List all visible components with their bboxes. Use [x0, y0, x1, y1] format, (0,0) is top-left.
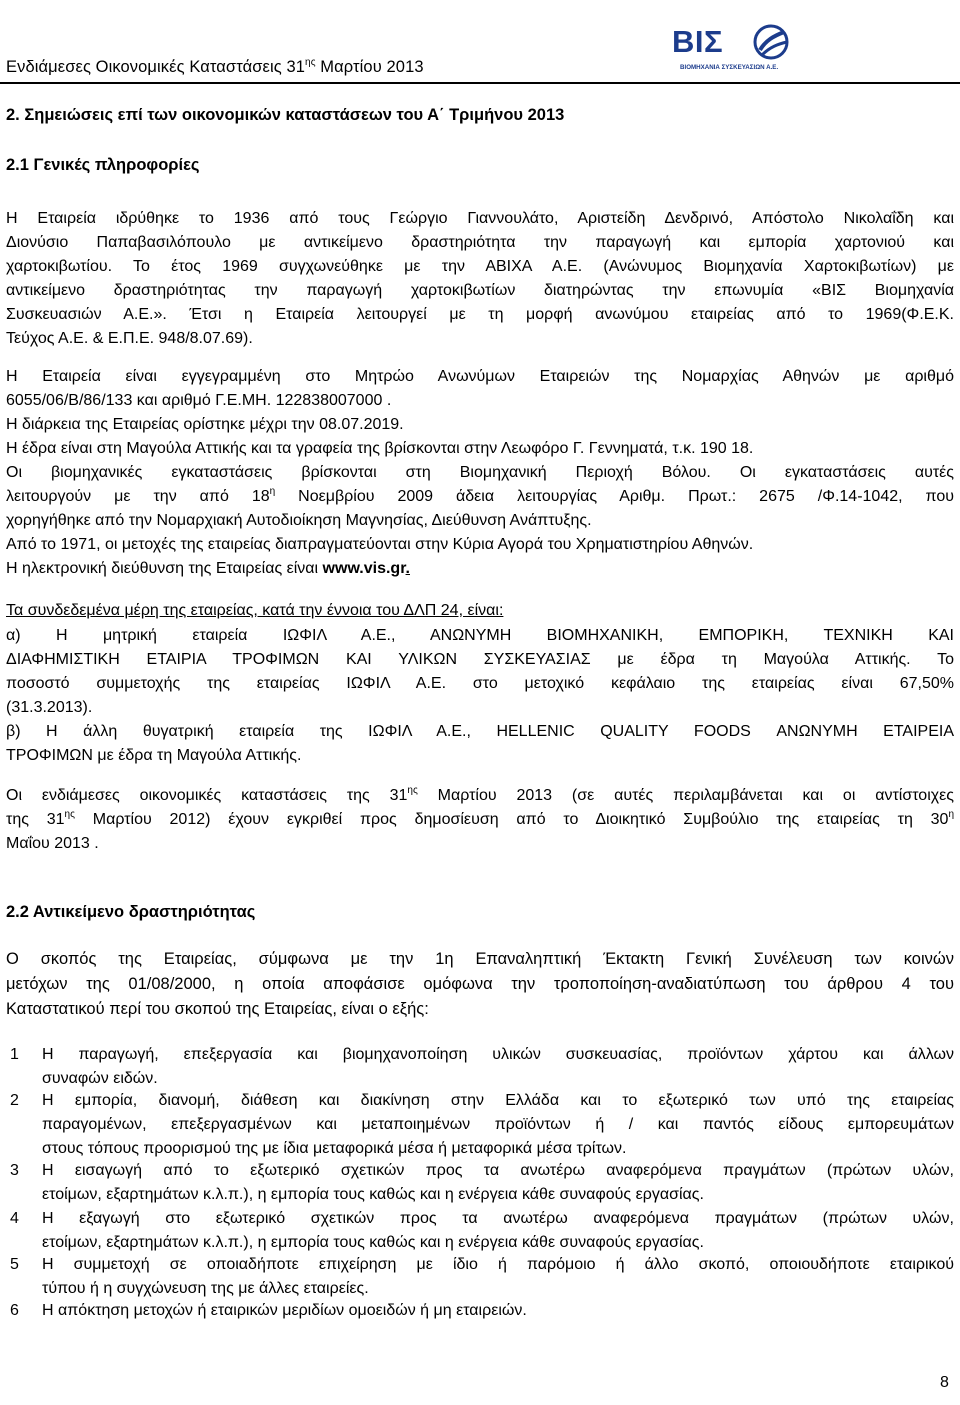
text-line: λειτουργούν με την από $18^\eta$ Νοεμβρίου 2009 άδεια λειτουργίας Αριθμ. Πρωτ.: 2675 /Φ.14-1042, που: [6, 486, 954, 505]
list-item: [42, 1299, 954, 1323]
text-line: α) Η μητρική εταιρεία ΙΩΦΙΛ Α.Ε., ΑΝΩΝΥΜΗ ΒΙΟΜΗΧΑΝΙΚΗ, ΕΜΠΟΡΙΚΗ, ΤΕΧΝΙΚΗ ΚΑΙ: [6, 627, 954, 644]
text-line: Καταστατικού περί του σκοπού της Εταιρείας, είναι ο εξής:: [6, 1000, 429, 1018]
section-heading: 2. Σημειώσεις επί των οικονομικών καταστάσεων του Α΄ Τριμήνου 2013: [6, 106, 565, 124]
paragraph-registration: [6, 365, 954, 581]
text-line: Τεύχος Α.Ε. & Ε.Π.Ε. 948/8.07.69).: [6, 330, 253, 347]
text-line: στους τόπους προορισμού της με ίδια μεταφορικά μέσα ή μεταφορικά μέσα τρίτων.: [42, 1140, 627, 1157]
text-line: χορηγήθηκε από την Νομαρχιακή Αυτοδιοίκηση Μαγνησίας, Διεύθυνση Ανάπτυξης.: [6, 512, 592, 529]
text-line: Από το 1971, οι μετοχές της εταιρείας διαπραγματεύονται στην Κύρια Αγορά του Χρηματιστηρίου Αθηνών.: [6, 536, 754, 553]
header-divider: [0, 82, 960, 84]
text-line: Η απόκτηση μετοχών ή εταιρικών μεριδίων ομοειδών ή μη εταιρειών.: [42, 1302, 527, 1319]
text-line: ΔΙΑΦΗΜΙΣΤΙΚΗ ΕΤΑΙΡΙΑ ΤΡΟΦΙΜΩΝ ΚΑΙ ΥΛΙΚΩΝ ΣΥΣΚΕΥΑΣΙΑΣ με έδρα τη Μαγούλα Αττικής. Το: [6, 651, 954, 668]
logo-emblem-icon: [752, 22, 790, 62]
list-item: [42, 1253, 954, 1301]
paragraph-parent-company: [6, 624, 954, 720]
text-line: Η Εταιρεία ιδρύθηκε το 1936 από τους Γεώργιο Γιαννουλάτο, Αριστείδη Δενδρινό, Απόστολο Νικολαΐδη και: [6, 210, 954, 227]
subsection-heading-general: 2.1 Γενικές πληροφορίες: [6, 156, 200, 174]
text-line: της $31^{\eta\varsigma}$ Μαρτίου 2012) έχουν εγκριθεί προς δημοσίευση από το Διοικητικό Συμβούλιο της εταιρείας τη $30^\eta$: [6, 809, 954, 828]
text-line: Οι βιομηχανικές εγκαταστάσεις βρίσκονται στη Βιομηχανική Περιοχή Βόλου. Οι εγκαταστάσεις αυτές: [6, 464, 954, 481]
text-line: Η παραγωγή, επεξεργασία και βιομηχανοποίηση υλικών συσκευασίας, προϊόντων χάρτου και άλλων: [42, 1046, 954, 1063]
text-line: ΤΡΟΦΙΜΩΝ με έδρα τη Μαγούλα Αττικής.: [6, 747, 302, 764]
list-item-number: 2: [10, 1092, 19, 1109]
list-item: [42, 1207, 954, 1255]
text-line: αντικείμενο δραστηριότητας την παραγωγή χαρτοκιβωτίων διατηρώντας την επωνυμία «ΒΙΣ Βιομηχανία: [6, 282, 954, 299]
text-line: Οι ενδιάμεσες οικονομικές καταστάσεις της $31^{\eta\varsigma}$ Μαρτίου 2013 (σε αυτές περιλαμβάνεται και οι αντίστοιχες: [6, 785, 954, 804]
text-line: συναφών ειδών.: [42, 1070, 158, 1087]
list-item: [42, 1089, 954, 1161]
list-item: [42, 1043, 954, 1091]
text-line: Η ηλεκτρονική διεύθυνση της Εταιρείας είναι www.vis.gr.: [6, 560, 410, 577]
text-line: Συσκευασιών Α.Ε.». Έτσι η Εταιρεία λειτουργεί με τη μορφή ανωνύμου εταιρείας από το 1969(Φ.Ε.Κ.: [6, 306, 954, 323]
list-item-number: 5: [10, 1256, 19, 1273]
paragraph-purpose-intro: [6, 947, 954, 1022]
text-line: Διονύσιο Παπαβασιλόπουλο με αντικείμενο δραστηριότητα την παραγωγή και εμπορία χαρτονιού και: [6, 234, 954, 251]
text-line: ετοίμων, εξαρτημάτων κ.λ.π.), η εμπορία τους καθώς και η ενέργεια κάθε συναφούς εργασίας.: [42, 1186, 704, 1203]
text-line: Η εμπορία, διανομή, διάθεση και διακίνηση στην Ελλάδα και το εξωτερικό των υπό της εταιρείας: [42, 1092, 954, 1109]
text-line: Η έδρα είναι στη Μαγούλα Αττικής και τα γραφεία της βρίσκονται στην Λεωφόρο Γ. Γεννηματά, τ.κ. 190 18.: [6, 440, 754, 457]
header-title: Ενδιάμεσες Οικονομικές Καταστάσεις $31^{\eta\varsigma}$ Μαρτίου 2013: [6, 57, 424, 76]
text-line: Ο σκοπός της Εταιρείας, σύμφωνα με την 1η Επαναληπτική Έκτακτη Γενική Συνέλευση των κοινών: [6, 950, 954, 968]
paragraph-history: [6, 207, 954, 351]
text-line: 6055/06/Β/86/133 και αριθμό Γ.Ε.ΜΗ. 122838007000 .: [6, 392, 392, 409]
list-item-number: 1: [10, 1046, 19, 1063]
list-item: [42, 1159, 954, 1207]
text-line: ετοίμων, εξαρτημάτων κ.λ.π.), η εμπορία τους καθώς και η ενέργεια κάθε συναφούς εργασίας.: [42, 1234, 704, 1251]
related-parties-heading: Τα συνδεδεμένα μέρη της εταιρείας, κατά την έννοια του ΔΛΠ 24, είναι:: [6, 602, 504, 619]
subsection-heading-activity: 2.2 Αντικείμενο δραστηριότητας: [6, 903, 256, 921]
company-logo: [672, 20, 792, 82]
text-line: (31.3.2013).: [6, 699, 93, 716]
text-line: μετόχων της 01/08/2000, η οποία αποφάσισε ομόφωνα την τροποποίηση-αναδιατύπωση του άρθρου 4 του: [6, 975, 954, 993]
text-line: β) Η άλλη θυγατρική εταιρεία της ΙΩΦΙΛ Α.Ε., HELLENIC QUALITY FOODS ΑΝΩΝΥΜΗ ΕΤΑΙΡΕΙΑ: [6, 723, 954, 740]
list-item-number: 3: [10, 1162, 19, 1179]
text-line: Μαΐου 2013 .: [6, 835, 99, 852]
text-line: τύπου ή η συγχώνευση της με άλλες εταιρείες.: [42, 1280, 369, 1297]
company-website-link[interactable]: www.vis.gr: [322, 560, 406, 577]
page-number: 8: [940, 1374, 949, 1391]
list-item-number: 4: [10, 1210, 19, 1227]
text-line: Η διάρκεια της Εταιρείας ορίστηκε μέχρι την 08.07.2019.: [6, 416, 404, 433]
text-line: χαρτοκιβωτίου. Το έτος 1969 συγχωνεύθηκε με την ΑΒΙΧΑ Α.Ε. (Ανώνυμος Βιομηχανία Χαρτοκιβωτίων) με: [6, 258, 954, 275]
paragraph-sister-company: [6, 720, 954, 768]
logo-subtitle: ΒΙΟΜΗΧΑΝΙΑ ΣΥΣΚΕΥΑΣΙΩΝ Α.Ε.: [680, 64, 779, 71]
text-line: παραγομένων, επεξεργασμένων και μεταποιημένων προϊόντων ή / και παντός είδους εμπορευμάτων: [42, 1116, 954, 1133]
text-line: Η συμμετοχή σε οποιαδήποτε επιχείρηση με ίδιο ή παρόμοιο ή άλλο σκοπό, οποιουδήποτε εταιρικού: [42, 1256, 954, 1273]
text-line: Η εισαγωγή από το εξωτερικό σχετικών προς τα ανωτέρω αναφερόμενα πραγμάτων (πρώτων υλών,: [42, 1162, 954, 1179]
text-line: Η εξαγωγή στο εξωτερικό σχετικών προς τα ανωτέρω αναφερόμενα πραγμάτων (πρώτων υλών,: [42, 1210, 954, 1227]
text-line: Η Εταιρεία είναι εγγεγραμμένη στο Μητρώο Ανωνύμων Εταιρειών της Νομαρχίας Αθηνών με αριθμό: [6, 368, 954, 385]
paragraph-approval: [6, 784, 954, 856]
list-item-number: 6: [10, 1302, 19, 1319]
logo-wordmark: ΒΙΣ: [672, 24, 724, 59]
text-line: ποσοστό συμμετοχής της εταιρείας ΙΩΦΙΛ Α.Ε. στο μετοχικό κεφάλαιο της εταιρείας είναι 67,50%: [6, 675, 954, 692]
